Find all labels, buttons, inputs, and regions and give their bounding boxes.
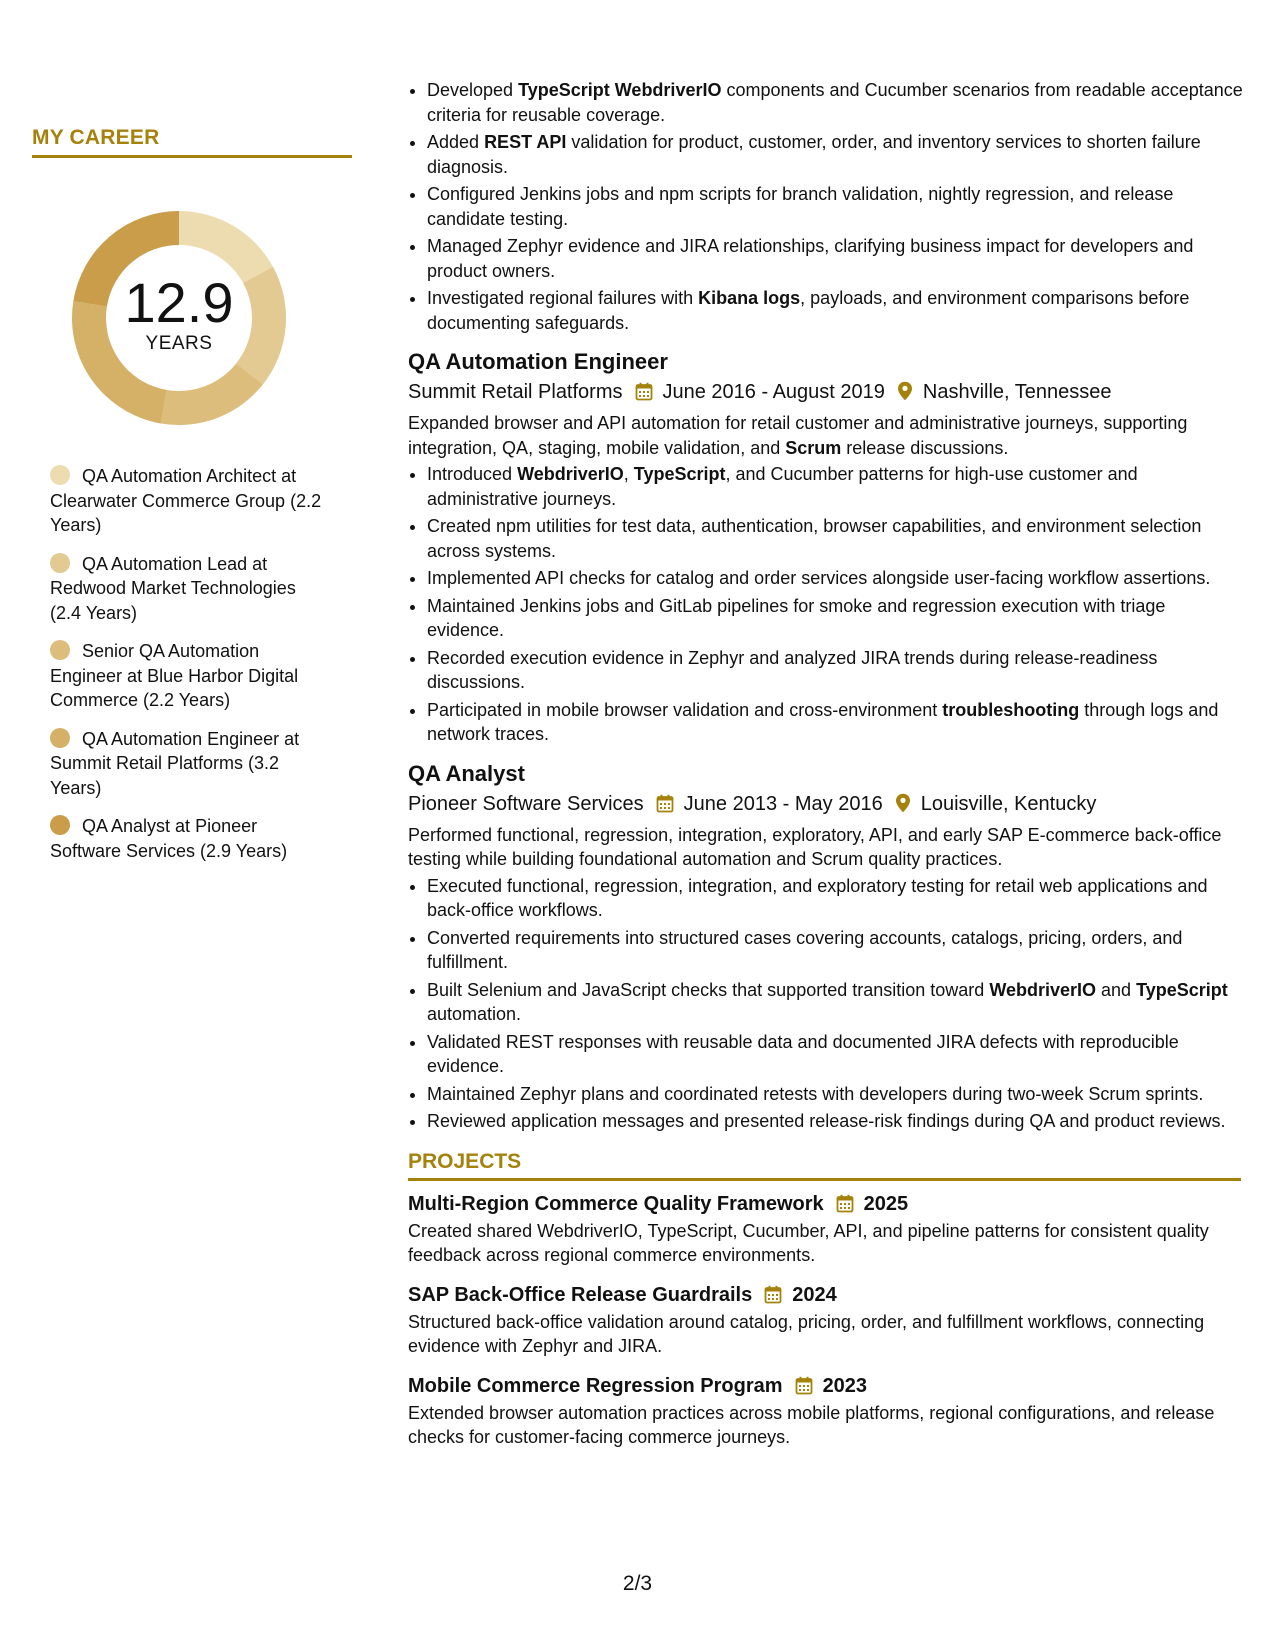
text-run: Reviewed application messages and presented release-risk findings during QA and product reviews. [427,1111,1226,1131]
text-run: Performed functional, regression, integration, exploratory, API, and early SAP E-commerce back-office testing while building foundational automation and Scrum quality practices. [408,824,1222,869]
bullet-item [427,926,1243,975]
legend-dot-icon [50,640,70,660]
project-entry [408,1371,1243,1450]
text-run: through logs and network traces. [427,699,1219,744]
job-dates: June 2013 - May 2016 [683,792,883,815]
main-content [408,78,1243,1462]
page-number [0,1572,1275,1596]
text-run: release discussions. [841,437,1009,458]
job-meta [408,377,1243,407]
career-legend-label: Senior QA Automation Engineer at Blue Harbor Digital Commerce (2.2 Years) [50,641,299,710]
legend-dot-icon [50,815,70,835]
project-header [408,1371,1243,1401]
total-years-value: 12.9 [124,271,234,334]
career-legend-item [50,639,330,713]
text-run: and [1096,979,1137,1000]
legend-dot-icon [50,728,70,748]
job-entry [408,759,1243,1134]
bullet-item [427,182,1243,231]
job-location: Nashville, Tennessee [922,381,1112,403]
bullet-item [427,646,1243,695]
calendar-icon [656,794,674,813]
project-header [408,1189,1243,1219]
bullet-item [427,78,1243,127]
job-title: QA Analyst [408,760,525,786]
page-number-text: 2/3 [622,1572,653,1595]
bullet-item [427,286,1243,335]
text-run: validation for product, customer, order, and inventory services to shorten failure diagnosis. [427,132,1201,177]
calendar-icon [795,1376,813,1395]
years-label: YEARS [145,333,213,354]
text-run: , [623,464,634,484]
text-run: Developed [427,80,519,100]
legend-dot-icon [50,465,70,485]
text-run: Recorded execution evidence in Zephyr and analyzed JIRA trends during release-readiness discussions. [427,647,1158,692]
project-description: Extended browser automation practices across mobile platforms, regional configurations, and release checks for customer-facing commerce journeys. [408,1402,1215,1447]
experience-list [408,347,1243,1134]
bold-text: WebdriverIO [517,464,624,484]
job-summary [408,823,1243,872]
legend-dot-icon [50,553,70,573]
bullet-item [427,698,1243,747]
career-legend-label: QA Automation Architect at Clearwater Commerce Group (2.2 Years) [50,466,322,535]
project-title: Multi-Region Commerce Quality Framework [408,1192,824,1215]
donut-center [66,273,292,355]
text-run: Validated REST responses with reusable data and documented JIRA defects with reproducible evidence. [427,1031,1179,1076]
career-legend-label: QA Automation Engineer at Summit Retail Platforms (3.2 Years) [50,728,300,798]
bold-text: TypeScript [1136,979,1228,1000]
text-run: Created npm utilities for test data, authentication, browser capabilities, and environment selection across systems. [427,516,1202,561]
bold-text: TypeScript WebdriverIO [518,80,722,100]
calendar-icon [764,1285,782,1304]
text-run: Executed functional, regression, integration, and exploratory testing for retail web applications and back-office workflows. [427,875,1208,920]
projects-list [408,1189,1243,1450]
bullet-item [427,514,1243,563]
text-run: Maintained Zephyr plans and coordinated retests with developers during two-week Scrum sprints. [427,1083,1204,1104]
donut-segment-3 [161,363,263,425]
career-legend-item [50,552,330,626]
project-entry [408,1280,1243,1359]
text-run: Introduced [427,464,518,484]
job-location: Louisville, Kentucky [920,792,1097,815]
text-run: Expanded browser and API automation for retail customer and administrative journeys, supporting integration, QA, staging, mobile validation, and [408,413,1188,458]
project-year: 2023 [822,1374,868,1397]
bold-text: REST API [484,132,567,152]
bullet-item [427,234,1243,283]
project-entry [408,1189,1243,1268]
career-legend-item [50,727,330,801]
text-run: Maintained Jenkins jobs and GitLab pipelines for smoke and regression execution with triage evidence. [427,595,1166,640]
calendar-icon [836,1194,854,1213]
job-entry [408,347,1243,747]
job-company: Summit Retail Platforms [408,381,623,403]
bullet-item [427,566,1243,591]
text-run: Built Selenium and JavaScript checks that supported transition toward [427,979,990,1000]
career-donut-chart [66,205,292,431]
text-run: automation. [427,1004,522,1024]
projects-heading: PROJECTS [408,1150,1241,1181]
career-legend-label: QA Automation Lead at Redwood Market Technologies (2.4 Years) [50,553,296,623]
bold-text: troubleshooting [942,699,1080,720]
bullet-item [427,1082,1243,1107]
text-run: Implemented API checks for catalog and order services alongside user-facing workflow assertions. [427,568,1211,588]
bullet-item [427,594,1243,643]
job-bullets [408,462,1243,747]
text-run: Added [427,132,485,152]
project-header [408,1280,1243,1310]
location-pin-icon [897,381,913,401]
bullet-item [427,130,1243,179]
bullet-item [427,874,1243,923]
bold-text: WebdriverIO [989,979,1097,1000]
career-legend-item [50,464,330,538]
text-run: , payloads, and environment comparisons before documenting safeguards. [427,288,1190,333]
job-dates: June 2016 - August 2019 [662,381,885,403]
career-legend-label: QA Analyst at Pioneer Software Services (2.9 Years) [50,816,288,861]
job-bullets [408,874,1243,1134]
project-year: 2025 [863,1192,909,1215]
job-title: QA Automation Engineer [408,349,668,374]
bold-text: Scrum [785,437,842,458]
project-year: 2024 [792,1283,837,1306]
job-meta [408,789,1243,819]
location-pin-icon [895,793,911,813]
bullet-item [427,978,1243,1027]
project-title: SAP Back-Office Release Guardrails [408,1283,753,1306]
text-run: Converted requirements into structured cases covering accounts, catalogs, pricing, orders, and fulfillment. [427,927,1183,972]
text-run: Managed Zephyr evidence and JIRA relationships, clarifying business impact for developers and product owners. [427,236,1194,281]
career-heading: MY CAREER [32,126,352,158]
calendar-icon [635,382,653,401]
bullet-item [427,462,1243,511]
bullet-item [427,1030,1243,1079]
project-description: Structured back-office validation around catalog, pricing, order, and fulfillment workflows, connecting evidence with Zephyr and JIRA. [408,1311,1205,1356]
previous-job-bullets [408,78,1243,335]
bullet-item [427,1109,1243,1134]
project-title: Mobile Commerce Regression Program [408,1374,783,1397]
job-summary [408,411,1243,460]
bold-text: TypeScript [633,464,726,484]
text-run: components and Cucumber scenarios from readable acceptance criteria for reusable coverage. [427,80,1243,125]
text-run: Configured Jenkins jobs and npm scripts for branch validation, nightly regression, and release candidate testing. [427,184,1174,229]
job-company: Pioneer Software Services [408,792,644,815]
career-legend [50,464,330,877]
career-legend-item [50,814,330,863]
bold-text: Kibana logs [698,288,801,308]
text-run: Investigated regional failures with [427,288,699,308]
text-run: , and Cucumber patterns for high-use customer and administrative journeys. [427,464,1138,509]
text-run: Participated in mobile browser validation and cross-environment [427,699,943,720]
project-description: Created shared WebdriverIO, TypeScript, Cucumber, API, and pipeline patterns for consistent quality feedback across regional commerce environments. [408,1220,1209,1265]
